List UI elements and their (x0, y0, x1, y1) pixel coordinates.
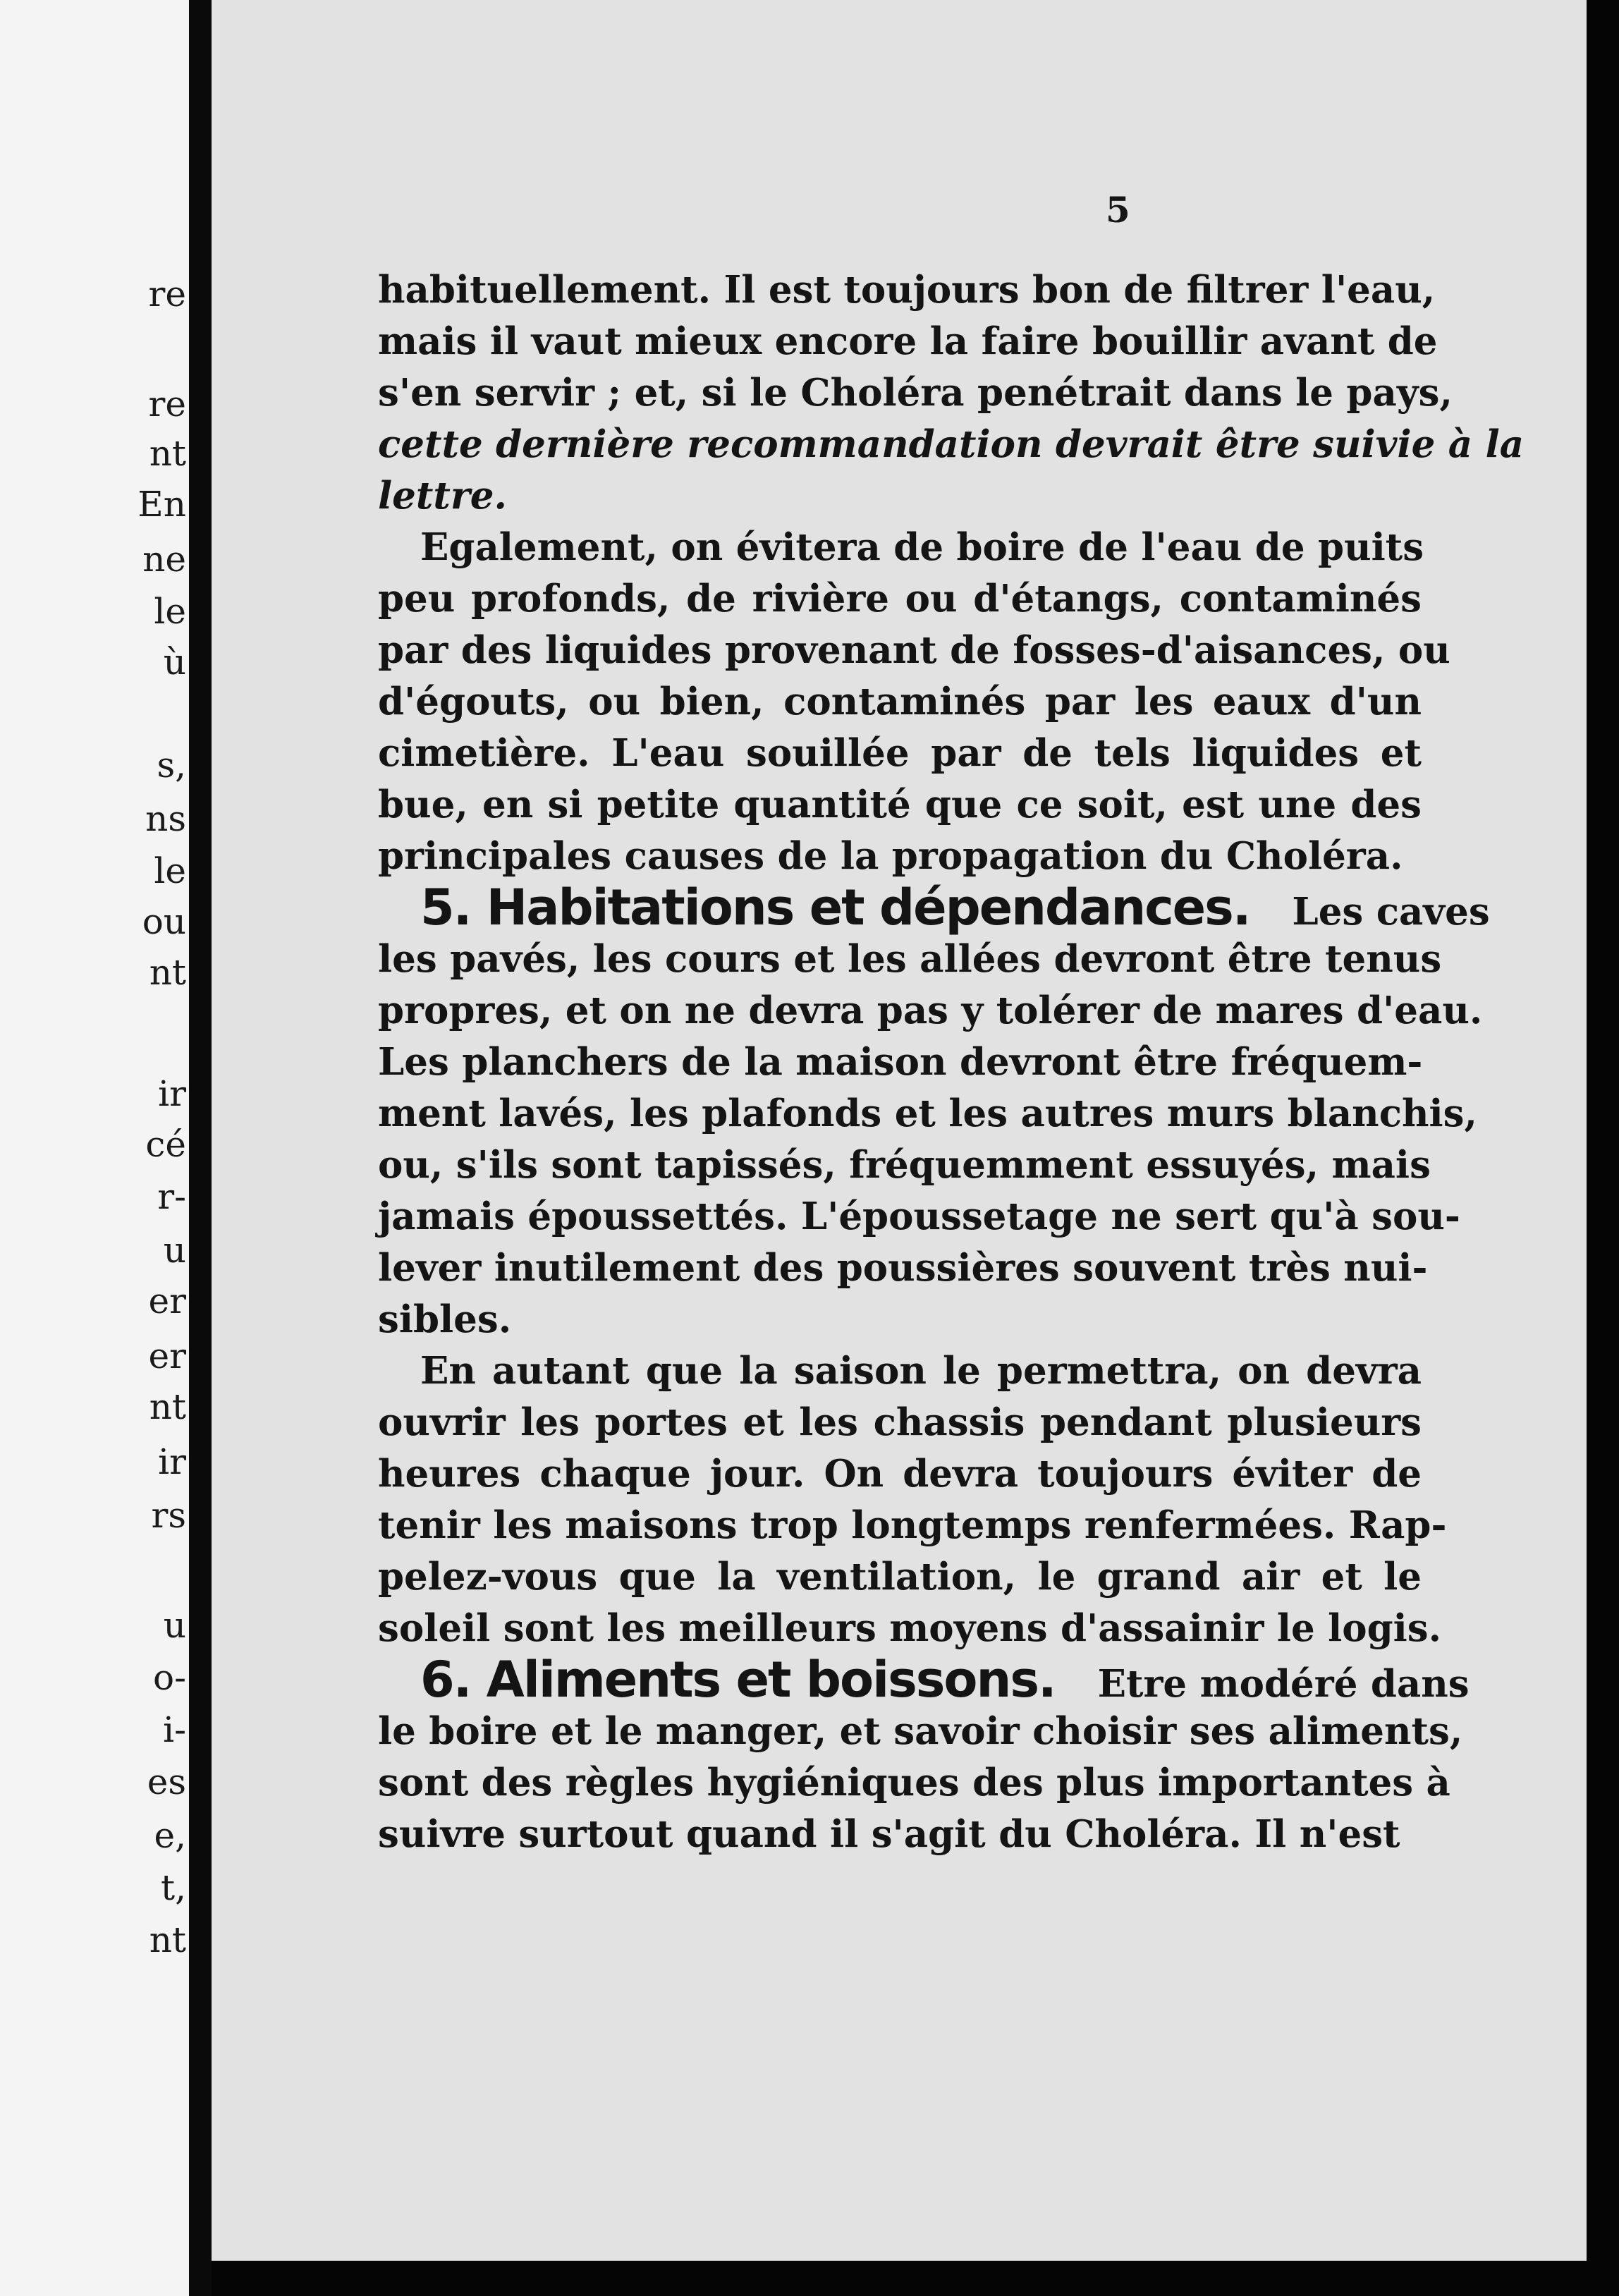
paragraph-contamination (378, 522, 1450, 882)
text-line: le boire et le manger, et savoir choisir ses aliments, (378, 1709, 1463, 1753)
right-page (212, 0, 1587, 2261)
left-page-fragment: re (148, 274, 186, 315)
left-page-fragment: u (163, 1605, 186, 1646)
section-habitations (378, 879, 1490, 1345)
text-line: propres, et on ne devra pas y tolérer de mares d'eau. (378, 989, 1483, 1032)
left-page-fragment: nt (149, 1386, 186, 1427)
text-line: soleil sont les meilleurs moyens d'assainir le logis. (378, 1606, 1442, 1650)
text-line: ment lavés, les plafonds et les autres murs blanchis, (378, 1092, 1477, 1135)
text-line: sont des règles hygiéniques des plus importantes à (378, 1761, 1450, 1805)
text-line: ou, s'ils sont tapissés, fréquemment essuyés, mais (378, 1143, 1431, 1187)
text-line-italic: lettre. (378, 474, 507, 518)
left-page-fragment: e, (154, 1815, 186, 1856)
section-heading: 5. Habitations et dépendances. (420, 879, 1250, 936)
left-page-fragment: r- (157, 1176, 186, 1217)
text-line: Egalement, on évitera de boire de l'eau de puits (420, 525, 1424, 569)
text-line: En autant que la saison le permettra, on devra (420, 1349, 1422, 1393)
text-line: suivre surtout quand il s'agit du Choléra. Il n'est (378, 1812, 1400, 1856)
left-page-fragment: nt (149, 952, 186, 993)
text-line: heures chaque jour. On devra toujours éviter de (378, 1452, 1422, 1496)
text-line: sibles. (378, 1297, 512, 1341)
text-fragment: Etre modéré dans (1097, 1662, 1470, 1706)
text-line: ouvrir les portes et les chassis pendant plusieurs (378, 1400, 1422, 1444)
left-page-fragment: u (163, 1230, 186, 1271)
section-heading-line (378, 879, 1490, 936)
left-page-fragment: ir (158, 1073, 186, 1114)
section-aliments (378, 1651, 1470, 1860)
text-line: principales causes de la propagation du Choléra. (378, 834, 1403, 878)
text-line: pelez-vous que la ventilation, le grand air et le (378, 1555, 1422, 1599)
left-page-fragment: cé (145, 1124, 186, 1165)
text-line: Les planchers de la maison devront être fréquem- (378, 1040, 1423, 1084)
left-page-fragment: ns (145, 798, 186, 839)
text-line: mais il vaut mieux encore la faire bouillir avant de (378, 319, 1438, 363)
paragraph-ventilation (378, 1345, 1447, 1654)
text-line-italic: cette dernière recommandation devrait être suivie à la (378, 422, 1525, 466)
left-page-fragment: es (147, 1761, 186, 1802)
left-page-fragment: ne (142, 539, 186, 580)
left-page-fragment: ù (163, 642, 186, 683)
text-line: jamais époussettés. L'époussetage ne sert qu'à sou- (378, 1195, 1460, 1238)
section-heading-line (378, 1651, 1470, 1709)
left-page-edge (0, 0, 189, 2296)
text-line: d'égouts, ou bien, contaminés par les eaux d'un (378, 680, 1422, 723)
text-line: par des liquides provenant de fosses-d'aisances, ou (378, 628, 1450, 672)
text-line: s'en servir ; et, si le Choléra penétrait dans le pays, (378, 371, 1453, 415)
text-line: lever inutilement des poussières souvent très nui- (378, 1246, 1428, 1290)
text-line: tenir les maisons trop longtemps renfermées. Rap- (378, 1503, 1447, 1547)
book-spine (189, 0, 212, 2296)
page-body (378, 264, 1525, 1860)
left-page-fragment: le (154, 850, 186, 891)
paragraph-filtering (378, 264, 1525, 522)
left-page-fragment: er (148, 1281, 186, 1321)
left-page-fragment: er (148, 1336, 186, 1376)
left-page-fragment: En (138, 484, 186, 525)
text-fragment: Les caves (1292, 890, 1490, 934)
left-page-fragment: i- (163, 1709, 186, 1750)
left-page-fragment: rs (151, 1495, 186, 1536)
left-page-fragment: s, (157, 745, 186, 786)
left-page-fragment: re (148, 384, 186, 425)
text-line: bue, en si petite quantité que ce soit, est une des (378, 783, 1422, 826)
page-number: 5 (1106, 189, 1130, 231)
left-page-fragment: ou (142, 901, 186, 942)
left-page-fragment: nt (149, 1919, 186, 1960)
section-heading: 6. Aliments et boissons. (420, 1651, 1056, 1709)
text-line: peu profonds, de rivière ou d'étangs, contaminés (378, 577, 1422, 621)
left-page-fragment: t, (161, 1867, 186, 1908)
left-page-fragment: le (154, 591, 186, 632)
text-line: habituellement. Il est toujours bon de filtrer l'eau, (378, 268, 1436, 312)
text-line: les pavés, les cours et les allées devront être tenus (378, 937, 1442, 981)
left-page-fragment: nt (149, 433, 186, 474)
left-page-fragment: o- (153, 1657, 186, 1698)
left-page-fragment: ir (158, 1441, 186, 1482)
text-line: cimetière. L'eau souillée par de tels liquides et (378, 731, 1422, 775)
